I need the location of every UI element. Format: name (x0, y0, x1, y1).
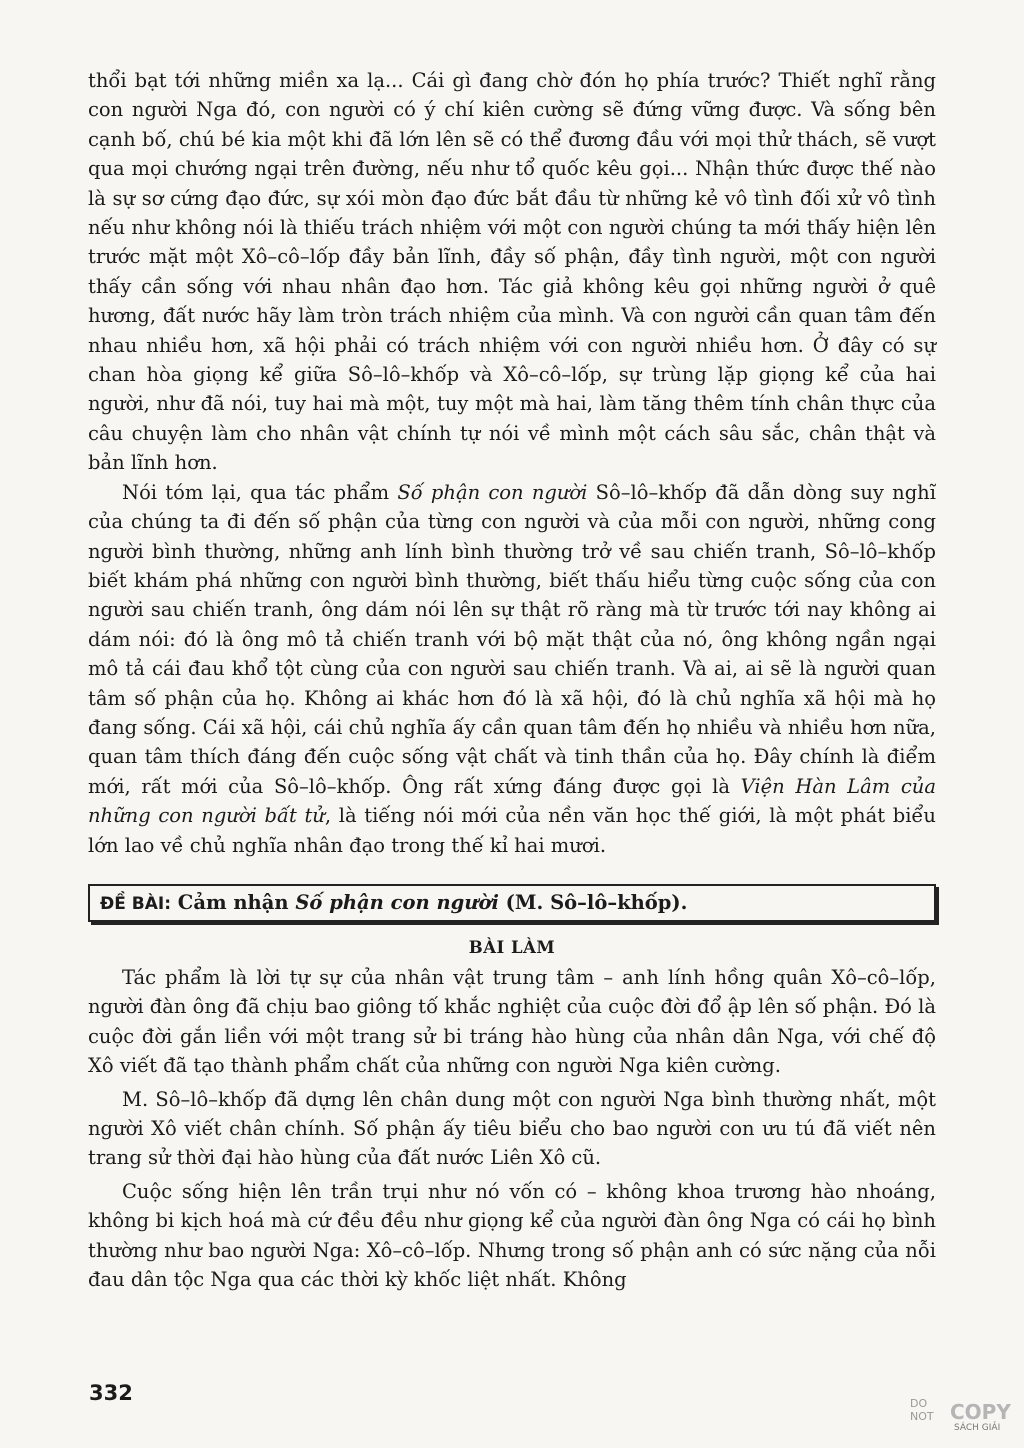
conclusion-text-c: , là tiếng nói mới của nền văn học thế giới, là một phát biểu lớn lao về chủ nghĩa nhân đạo trong thế kỉ hai mươi. (88, 804, 936, 857)
essay-paragraph-2: M. Sô–lô–khốp đã dựng lên chân dung một con người Nga bình thường nhất, một người Xô viết chân chính. Số phận ấy tiêu biểu cho bao người con ưu tú đã viết nên trang sử thời đại hào hùng của đất nước Liên Xô cũ. (88, 1087, 936, 1170)
exam-prompt-box (88, 884, 936, 922)
exam-label: ĐỀ BÀI: (100, 893, 172, 914)
conclusion-text-a: Nói tóm lại, qua tác phẩm (122, 480, 398, 504)
essay-paragraph-3: Cuộc sống hiện lên trần trụi như nó vốn có – không khoa trương hào nhoáng, không bi kịch hoá mà cứ đều đều như giọng kể của người đàn ông Nga có cái họ bình thường như bao người Nga: Xô–cô–lốp. Nhưng trong số phận anh có sức nặng của nỗi đau dân tộc Nga qua các thời kỳ khốc liệt nhất. Không (88, 1179, 936, 1292)
watermark-logo (906, 1394, 1012, 1438)
essay-paragraph-1: Tác phẩm là lời tự sự của nhân vật trung tâm – anh lính hồng quân Xô–cô–lốp, người đàn ông đã chịu bao giông tố khắc nghiệt của cuộc đời đổ ập lên số phận. Đó là cuộc đời gắn liền với một trang sử bi tráng hào hùng của nhân dân Nga, với chế độ Xô viết đã tạo thành phẩm chất của những con người Nga kiên cường. (88, 965, 936, 1078)
essay-heading: BÀI LÀM (468, 937, 556, 957)
exam-work-title: Số phận con người (295, 890, 499, 914)
work-title: Số phận con người (397, 480, 588, 504)
watermark-copy: COPY (950, 1400, 1011, 1424)
paragraph-conclusion (88, 478, 936, 860)
watermark-do: DO (910, 1397, 928, 1410)
exam-text-b: (M. Sô–lô–khốp). (498, 890, 688, 914)
page-content (88, 66, 936, 1294)
exam-text-a: Cảm nhận (171, 890, 296, 914)
page-number: 332 (89, 1381, 133, 1405)
paragraph-continued: thổi bạt tới những miền xa lạ... Cái gì đang chờ đón họ phía trước? Thiết nghĩ rằng con người Nga đó, con người có ý chí kiên cường sẽ đứng vững được. Và sống bên cạnh bố, chú bé kia một khi đã lớn lên sẽ có thể đương đầu với mọi thử thách, sẽ vượt qua mọi chướng ngại trên đường, nếu như tổ quốc kêu gọi... Nhận thức được thế nào là sự sơ cứng đạo đức, sự xói mòn đạo đức bắt đầu từ những kẻ vô tình đối xử vô tình nếu như không nói là thiếu trách nhiệm với một con người chúng ta mới thấy hiện lên trước mặt một Xô–cô–lốp đầy bản lĩnh, đầy số phận, đầy tình người, một con người thấy cần sống với nhau nhân đạo hơn. Tác giả không kêu gọi những người ở quê hương, đất nước hãy làm tròn trách nhiệm của mình. Và con người cần quan tâm đến nhau nhiều hơn, xã hội phải có trách nhiệm với con người nhiều hơn. Ở đây có sự chan hòa giọng kể giữa Sô–lô–khốp và Xô–cô–lốp, sự trùng lặp giọng kể của hai người, như đã nói, tuy hai mà một, tuy một mà hai, làm tăng thêm tính chân thực của câu chuyện làm cho nhân vật chính tự nói về mình một cách sâu sắc, chân thật và bản lĩnh hơn. (88, 69, 936, 475)
watermark-brand: SÁCH GIẢI (954, 1423, 1001, 1433)
conclusion-text-b: Sô–lô–khốp đã dẫn dòng suy nghĩ của chúng ta đi đến số phận của từng con người và của mỗi con người, những cong người bình thường, những anh lính bình thường trở về sau chiến tranh, Sô–lô–khốp biết khám phá những con người bình thường, biết thấu hiểu từng cuộc sống của con người sau chiến tranh, ông dám nói lên sự thật rõ ràng mà từ trước tới nay không ai dám nói: đó là ông mô tả chiến tranh với bộ mặt thật của nó, ông không ngần ngại mô tả cái đau khổ tột cùng của con người sau chiến tranh. Và ai, ai sẽ là người quan tâm số phận của họ. Không ai khác hơn đó là xã hội, đó là chủ nghĩa xã hội mà họ đang sống. Cái xã hội, cái chủ nghĩa ấy cần quan tâm đến họ nhiều và nhiều hơn nữa, quan tâm thích đáng đến cuộc sống vật chất và tinh thần của họ. Đây chính là điểm mới, rất mới của Sô–lô–khốp. Ông rất xứng đáng được gọi là (88, 480, 936, 798)
academy-phrase: Viện Hàn Lâm của những con người bất tử (88, 774, 936, 828)
watermark-not: NOT (910, 1410, 934, 1423)
